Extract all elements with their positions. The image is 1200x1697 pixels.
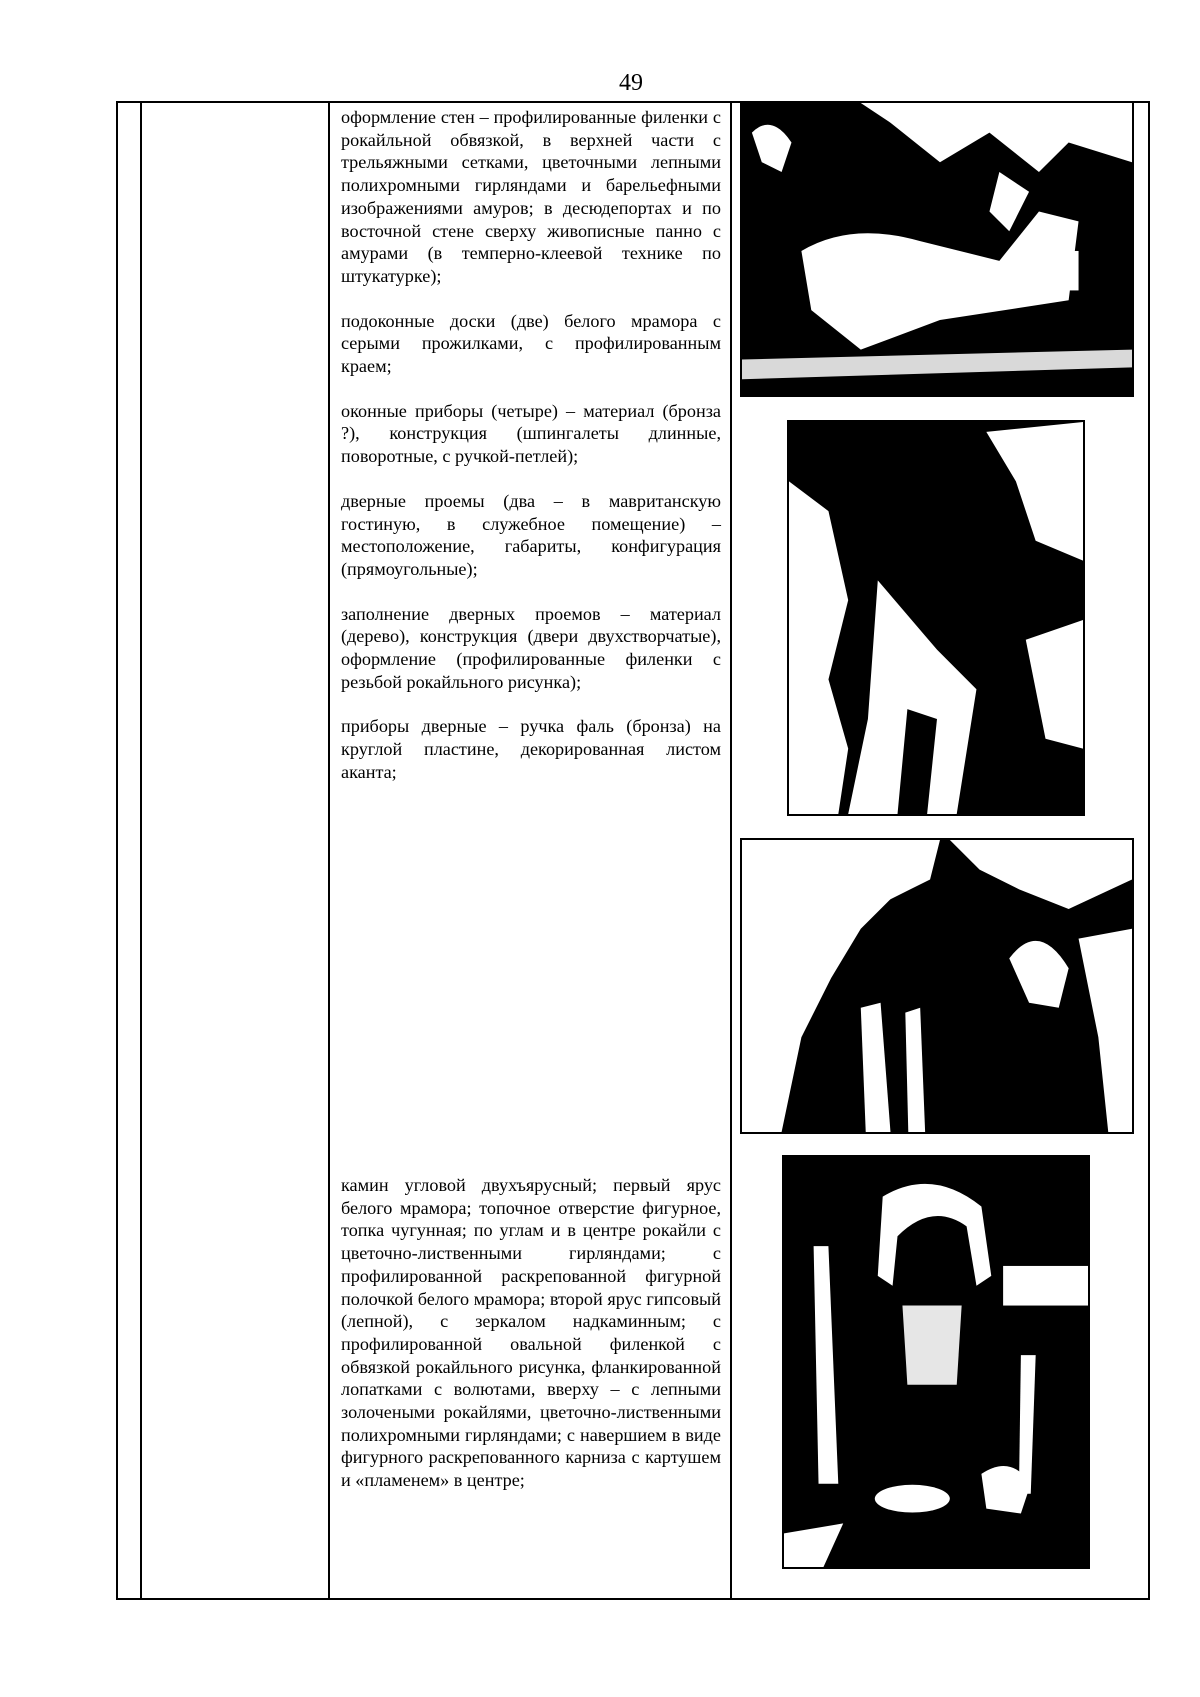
paragraph-window-sills: подоконные доски (две) белого мрамора с серыми прожилками, с профилированным краем;	[341, 310, 721, 377]
paragraph-window-fittings: оконные приборы (четыре) – материал (бронза ?), конструкция (шпингалеты длинные, поворотные, с ручкой-петлей);	[341, 400, 721, 467]
page-number: 49	[619, 70, 643, 96]
column-divider-1	[140, 103, 142, 1598]
paragraph-door-fillings: заполнение дверных проемов – материал (дерево), конструкция (двери двухстворчатые), оформление (профилированные филенки с резьбой рокайльного рисунка);	[341, 603, 721, 692]
paragraph-door-fittings: приборы дверные – ручка фаль (бронза) на круглой пластине, декорированная листом аканта;	[341, 716, 721, 782]
photo-fireplace	[782, 1155, 1090, 1569]
description-text-top	[341, 106, 721, 784]
column-divider-3	[730, 103, 732, 1598]
column-divider-2	[328, 103, 330, 1598]
paragraph-wall-decoration: оформление стен – профилированные филенки с рокайльной обвязкой, в верхней части с трельяжными сетками, цветочными лепными полихромными гирляндами и барельефными изображениями амуров; в десюдепортах и по восточной стене сверху живописные панно с амурами (в темперно-клеевой технике по штукатурке);	[341, 107, 721, 286]
photo-wall-decoration	[740, 101, 1134, 397]
paragraph-fireplace: камин угловой двухъярусный; первый ярус белого мрамора; топочное отверстие фигурное, топка чугунная; по углам и в центре рокайли с цветочно-лиственными гирляндами; с профилированной раскрепованной фигурной полочкой белого мрамора; второй ярус гипсовый (лепной), с зеркалом надкаминным; с профилированной овальной филенкой с обвязкой рокайльного рисунка, фланкированной лопатками с волютами, вверху – с лепными золочеными рокайлями, цветочно-лиственными полихромными гирляндами; с навершием в виде фигурного раскрепованного карниза с картушем и «пламенем» в центре;	[341, 1175, 721, 1491]
photo-ceiling-corner	[787, 420, 1085, 816]
description-text-fireplace	[341, 1174, 721, 1492]
paragraph-door-openings: дверные проемы (два – в мавританскую гостиную, в служебное помещение) – местоположение, габариты, конфигурация (прямоугольные);	[341, 490, 721, 579]
photo-ornamented-portal	[740, 838, 1134, 1134]
